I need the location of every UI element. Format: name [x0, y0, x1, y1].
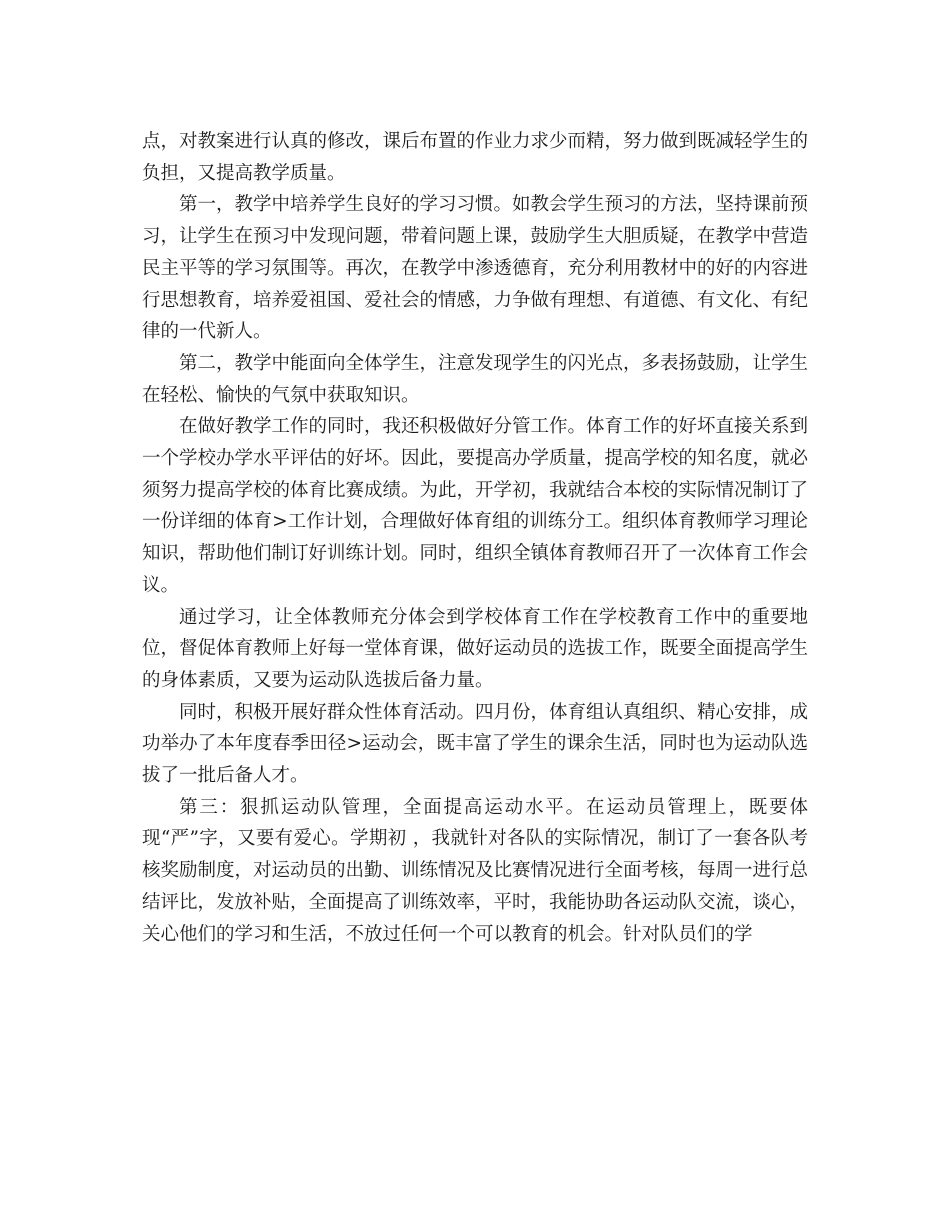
- paragraph-2: 第一，教学中培养学生良好的学习习惯。如教会学生预习的方法，坚持课前预习，让学生在预习中发现问题，带着问题上课，鼓励学生大胆质疑，在教学中营造民主平等的学习氛围等。再次，在教学中渗透德育，充分利用教材中的好的内容进行思想教育，培养爱祖国、爱社会的情感，力争做有理想、有道德、有文化、有纪律的一代新人。: [142, 194, 809, 343]
- paragraph-1: 点，对教案进行认真的修改，课后布置的作业力求少而精，努力做到既减轻学生的负担，又提高教学质量。: [142, 131, 809, 184]
- paragraph-7: 第三：狠抓运动队管理，全面提高运动水平。在运动员管理上，既要体现“严”字，又要有爱心。学期初 ，我就针对各队的实际情况，制订了一套各队考核奖励制度，对运动员的出勤、训练情况及比赛情况进行全面考核，每周一进行总结评比，发放补贴，全面提高了训练效率，平时，我能协助各运动队交流，谈心，关心他们的学习和生活，不放过任何一个可以教育的机会。针对队员们的学: [142, 796, 809, 945]
- paragraph-4: 在做好教学工作的同时，我还积极做好分管工作。体育工作的好坏直接关系到一个学校办学水平评估的好坏。因此，要提高办学质量，提高学校的知名度，就必须努力提高学校的体育比赛成绩。为此，开学初，我就结合本校的实际情况制订了一份详细的体育>工作计划，合理做好体育组的训练分工。组织体育教师学习理论知识，帮助他们制订好训练计划。同时，组织全镇体育教师召开了一次体育工作会议。: [142, 416, 809, 596]
- paragraph-6: 同时，积极开展好群众性体育活动。四月份，体育组认真组织、精心安排，成功举办了本年度春季田径>运动会，既丰富了学生的课余生活，同时也为运动队选拔了一批后备人才。: [142, 701, 809, 787]
- paragraph-5: 通过学习，让全体教师充分体会到学校体育工作在学校教育工作中的重要地位，督促体育教师上好每一堂体育课，做好运动员的选拔工作，既要全面提高学生的身体素质，又要为运动队选拔后备力量。: [142, 606, 809, 691]
- paragraph-3: 第二，教学中能面向全体学生，注意发现学生的闪光点，多表扬鼓励，让学生在轻松、愉快的气氛中获取知识。: [142, 352, 809, 406]
- document-body: [142, 126, 808, 950]
